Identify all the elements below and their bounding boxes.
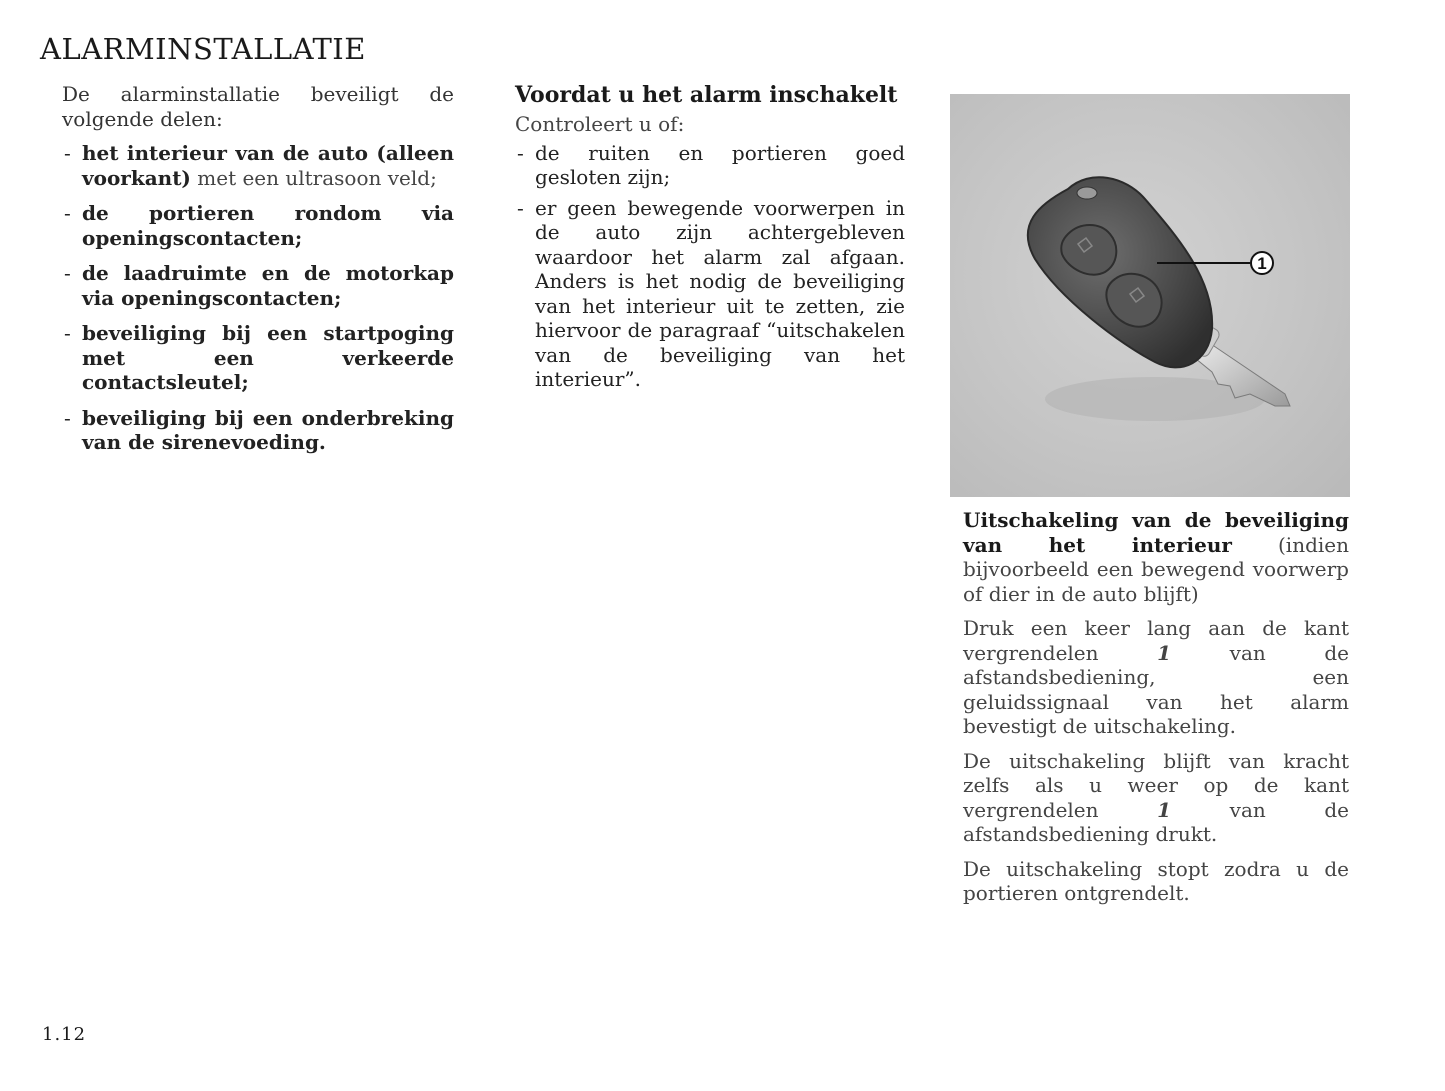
- list-item: - de laadruimte en de motorkap via openingscontacten;: [62, 261, 454, 310]
- page-title: ALARMINSTALLATIE: [40, 32, 366, 66]
- list-item: - beveiliging bij een onderbreking van de sirenevoeding.: [62, 406, 454, 455]
- list-item: - beveiliging bij een startpoging met een verkeerde contactsleutel;: [62, 321, 454, 395]
- before-activation-column: [515, 82, 905, 398]
- disable-interior-column: [963, 508, 1349, 916]
- instruction-paragraph: De uitschakeling blijft van kracht zelfs als u weer op de kant vergrendelen 1 van de afstandsbediening drukt.: [963, 748, 1349, 846]
- list-item: - het interieur van de auto (alleen voorkant) met een ultrasoon veld;: [62, 141, 454, 190]
- list-item: - er geen bewegende voorwerpen in de auto zijn achtergebleven waardoor het alarm zal afgaan. Anders is het nodig de beveiliging van het interieur uit te zetten, zie hiervoor de paragraaf “uitschakelen van de beveiliging van het interieur”.: [515, 196, 905, 392]
- list-item: - de ruiten en portieren goed gesloten zijn;: [515, 141, 905, 190]
- checklist-intro: Controleert u of:: [515, 112, 685, 136]
- instruction-paragraph: Druk een keer lang aan de kant vergrendelen 1 van de afstandsbediening, een geluidssignaal van het alarm bevestigt de uitschakeling.: [963, 616, 1349, 738]
- subsection-intro: Uitschakeling van de beveiliging van het interieur (indien bijvoorbeeld een bewegend voorwerp of dier in de auto blijft): [963, 508, 1350, 606]
- key-fob-icon: [950, 94, 1350, 497]
- instruction-paragraph: De uitschakeling stopt zodra u de portieren ontgrendelt.: [963, 856, 1349, 905]
- list-item: - de portieren rondom via openingscontacten;: [62, 201, 454, 250]
- remote-key-photo: [950, 94, 1350, 497]
- section-heading: Voordat u het alarm inschakelt: [515, 82, 898, 108]
- protected-parts-column: [62, 82, 454, 466]
- callout-number: 1: [1257, 254, 1267, 273]
- checklist: [515, 141, 905, 392]
- intro-text: De alarminstallatie beveiligt de volgende delen:: [62, 82, 454, 131]
- page-number: 1.12: [42, 1024, 87, 1045]
- protected-parts-list: [62, 141, 454, 455]
